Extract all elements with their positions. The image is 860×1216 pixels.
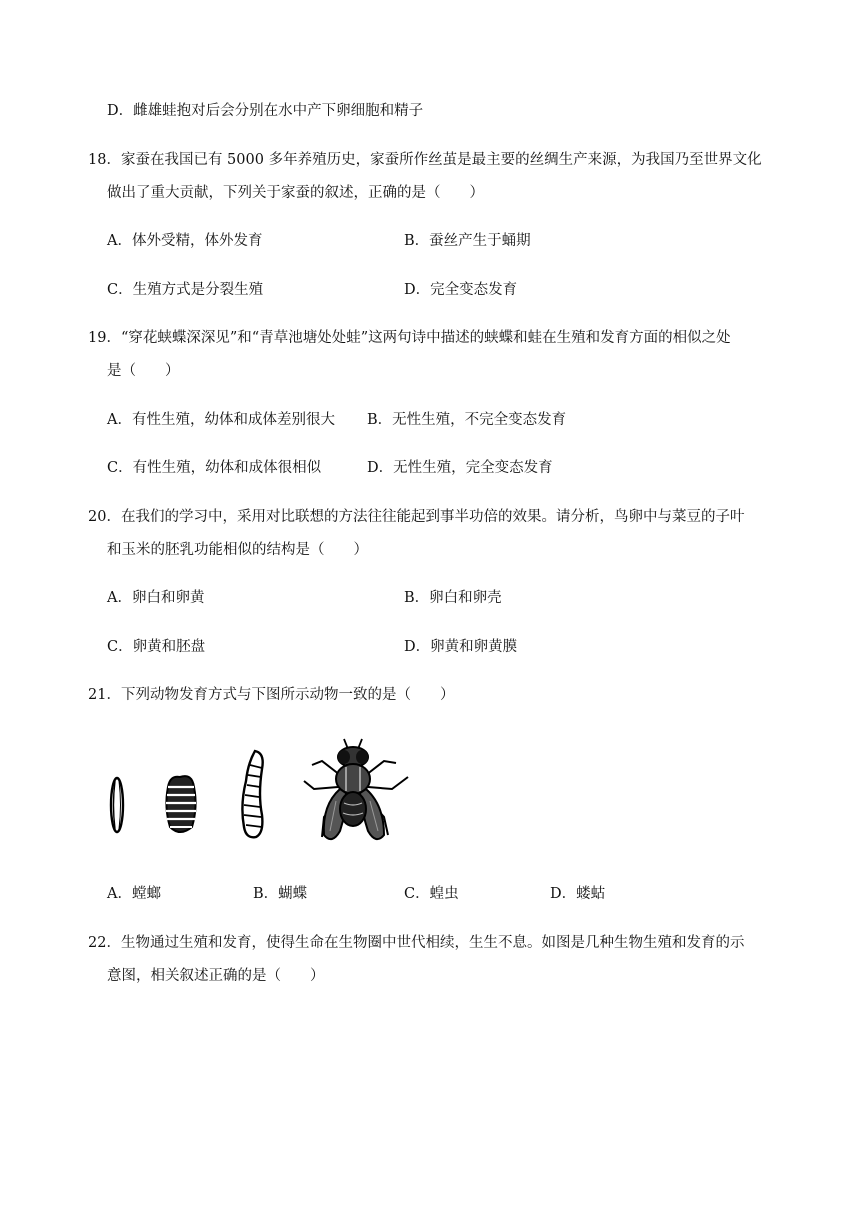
fly-icon xyxy=(304,739,408,839)
q18-option-a: A．体外受精，体外发育 xyxy=(107,233,263,249)
q18-stem-line2: 做出了重大贡献，下列关于家蚕的叙述，正确的是（ ） xyxy=(107,185,484,201)
pupa-icon xyxy=(166,776,196,832)
q19-stem-line2: 是（ ） xyxy=(107,363,180,379)
q20-option-b: B．卵白和卵壳 xyxy=(404,590,502,606)
fly-life-cycle-figure xyxy=(100,735,420,855)
larva-icon xyxy=(242,751,262,837)
q20-stem-line2: 和玉米的胚乳功能相似的结构是（ ） xyxy=(107,542,368,558)
q21-option-c: C．蝗虫 xyxy=(404,886,459,902)
q20-option-a: A．卵白和卵黄 xyxy=(107,590,205,606)
q18-stem-line1: 18．家蚕在我国已有 5000 多年养殖历史，家蚕所作丝茧是最主要的丝绸生产来源，为我国乃至世界文化 xyxy=(88,152,762,168)
q21-option-a: A．螳螂 xyxy=(107,886,161,902)
q18-option-c: C．生殖方式是分裂生殖 xyxy=(107,282,264,298)
q21-option-d: D．蝼蛄 xyxy=(550,886,606,902)
q20-option-c: C．卵黄和胚盘 xyxy=(107,639,206,655)
q19-option-c: C．有性生殖，幼体和成体很相似 xyxy=(107,460,322,476)
q18-option-d: D．完全变态发育 xyxy=(404,282,518,298)
q19-option-d: D．无性生殖，完全变态发育 xyxy=(367,460,553,476)
q20-option-d: D．卵黄和卵黄膜 xyxy=(404,639,518,655)
q18-option-b: B．蚕丝产生于蛹期 xyxy=(404,233,531,249)
q20-stem-line1: 20．在我们的学习中，采用对比联想的方法往往能起到事半功倍的效果。请分析，鸟卵中与菜豆的子叶 xyxy=(88,509,745,525)
q19-option-a: A．有性生殖，幼体和成体差别很大 xyxy=(107,412,335,428)
egg-icon xyxy=(111,778,123,832)
q21-option-b: B．蝴蝶 xyxy=(253,886,308,902)
q19-option-b: B．无性生殖，不完全变态发育 xyxy=(367,412,567,428)
q17-option-d: D．雌雄蛙抱对后会分别在水中产下卵细胞和精子 xyxy=(107,103,424,119)
q22-stem-line1: 22．生物通过生殖和发育，使得生命在生物圈中世代相续，生生不息。如图是几种生物生殖和发育的示 xyxy=(88,935,745,951)
q21-stem: 21．下列动物发育方式与下图所示动物一致的是（ ） xyxy=(88,687,455,703)
q22-stem-line2: 意图，相关叙述正确的是（ ） xyxy=(107,968,325,984)
q19-stem-line1: 19．“穿花蛱蝶深深见”和“青草池塘处处蛙”这两句诗中描述的蛱蝶和蛙在生殖和发育方面的相似之处 xyxy=(88,330,731,346)
